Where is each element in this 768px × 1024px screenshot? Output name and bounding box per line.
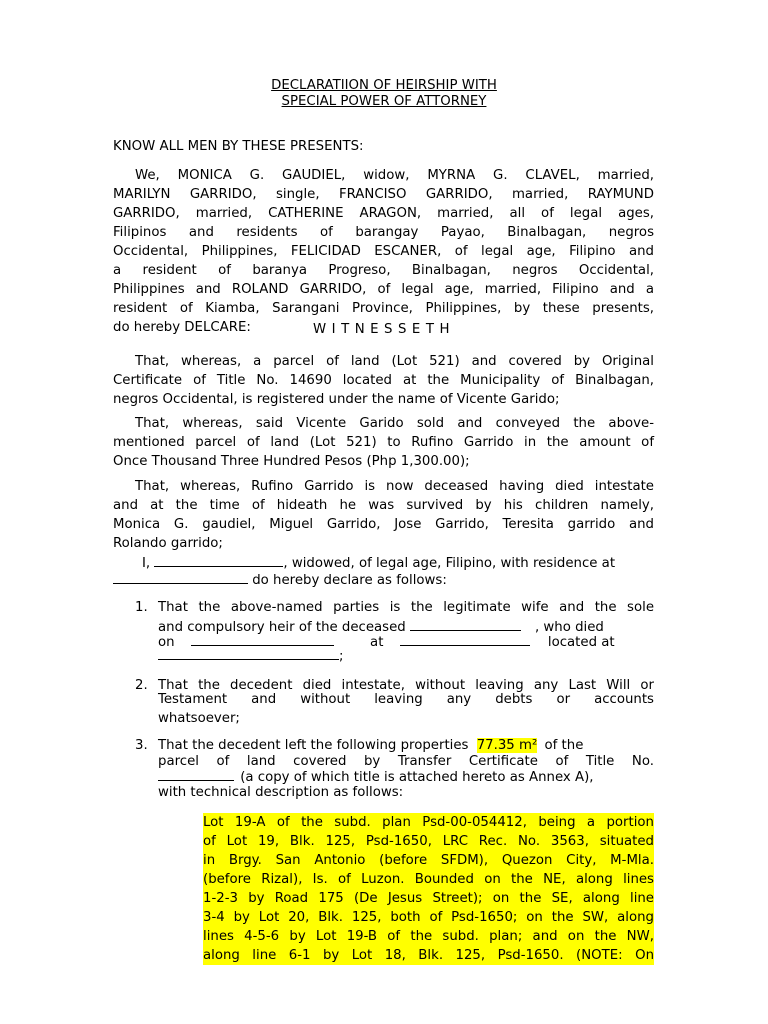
item-number: 3. — [135, 738, 148, 753]
technical-line: lines 4-5-6 by Lot 19-B of the subd. plan; and on the NW, — [203, 929, 654, 944]
parties-line: Filipinos and residents of barangay Payao, Binalbagan, negros — [113, 225, 654, 240]
date-blank[interactable] — [191, 632, 334, 646]
parties-line: do hereby DELCARE: — [113, 320, 251, 335]
parties-line: GARRIDO, married, CATHERINE ARAGON, married, all of legal ages, — [113, 206, 654, 221]
item-1-text: on — [158, 635, 175, 650]
witnesseth-heading: WITNESSETH — [313, 322, 455, 337]
name-blank[interactable] — [154, 553, 283, 567]
deceased-blank[interactable] — [410, 617, 521, 631]
declaration-text: , widowed, of legal age, Filipino, with residence at — [283, 556, 616, 571]
item-1-line: That the above-named parties is the legitimate wife and the sole — [158, 600, 654, 615]
recital-line: Certificate of Title No. 14690 located at the Municipality of Binalbagan, — [113, 373, 654, 388]
location-blank[interactable] — [158, 646, 339, 660]
parties-line: We, MONICA G. GAUDIEL, widow, MYRNA G. CLAVEL, married, — [135, 168, 654, 183]
parties-line: Occidental, Philippines, FELICIDAD ESCANER, of legal age, Filipino and — [113, 244, 654, 259]
recital-line: and at the time of hideath he was survived by his children namely, — [113, 498, 654, 513]
area-value: 77.35 m² — [476, 738, 538, 753]
document-title-line-1: DECLARATIION OF HEIRSHIP WITH — [271, 78, 497, 93]
parties-line: Philippines and ROLAND GARRIDO, of legal age, married, Filipino and a — [113, 282, 654, 297]
technical-line: Lot 19-A of the subd. plan Psd-00-054412, being a portion — [203, 815, 654, 830]
technical-line: of Lot 19, Blk. 125, Psd-1650, LRC Rec. No. 3563, situated — [203, 834, 654, 849]
recital-line: mentioned parcel of land (Lot 521) to Rufino Garrido in the amount of — [113, 435, 654, 450]
item-2-line: Testament and without leaving any debts or accounts — [158, 692, 654, 707]
declaration-line — [113, 570, 447, 590]
parties-line: resident of Kiamba, Sarangani Province, Philippines, by these presents, — [113, 301, 654, 316]
parties-line: a resident of baranya Progreso, Binalbagan, negros Occidental, — [113, 263, 654, 278]
place-blank[interactable] — [400, 632, 530, 646]
parties-line: MARILYN GARRIDO, single, FRANCISO GARRIDO, married, RAYMUND — [113, 187, 654, 202]
recital-line: That, whereas, Rufino Garrido is now deceased having died intestate — [135, 479, 654, 494]
document-title-line-2: SPECIAL POWER OF ATTORNEY — [281, 94, 487, 109]
item-3-text: (a copy of which title is attached hereto as Annex A), — [240, 770, 594, 785]
recital-line: That, whereas, said Vicente Garido sold and conveyed the above- — [135, 416, 654, 431]
item-3-line: with technical description as follows: — [158, 785, 404, 800]
item-3-line: parcel of land covered by Transfer Certificate of Title No. — [158, 754, 654, 769]
item-1-text: ; — [339, 649, 344, 664]
technical-line: in Brgy. San Antonio (before SFDM), Quezon City, M-Mla. — [203, 853, 654, 868]
declaration-text: I, — [142, 556, 151, 571]
recital-line: Monica G. gaudiel, Miguel Garrido, Jose Garrido, Teresita garrido and — [113, 517, 654, 532]
title-number-blank[interactable] — [158, 767, 234, 781]
technical-line: 3-4 by Lot 20, Blk. 125, both of Psd-1650; on the SW, along — [203, 910, 654, 925]
recital-line: negros Occidental, is registered under the name of Vicente Garido; — [113, 392, 560, 407]
intro-text: KNOW ALL MEN BY THESE PRESENTS: — [113, 139, 364, 154]
recital-line: That, whereas, a parcel of land (Lot 521) and covered by Original — [135, 354, 654, 369]
item-3-text: of the — [544, 738, 584, 753]
item-1-text: at — [370, 635, 384, 650]
item-1-text: and compulsory heir of the deceased — [158, 620, 406, 635]
item-2-line: whatsoever; — [158, 711, 240, 726]
recital-line: Rolando garrido; — [113, 536, 223, 551]
declaration-text: do hereby declare as follows: — [252, 573, 447, 588]
recital-line: Once Thousand Three Hundred Pesos (Php 1,300.00); — [113, 454, 470, 469]
technical-line: along line 6-1 by Lot 18, Blk. 125, Psd-1650. (NOTE: On — [203, 948, 654, 963]
technical-description — [203, 813, 654, 965]
item-2-line: That the decedent died intestate, without leaving any Last Will or — [158, 678, 654, 693]
technical-line: 1-2-3 by Road 175 (De Jesus Street); on the SE, along line — [203, 891, 654, 906]
residence-blank[interactable] — [113, 570, 248, 584]
item-number: 1. — [135, 600, 148, 615]
item-1-text: , who died — [534, 620, 604, 635]
item-3-text: That the decedent left the following properties — [158, 738, 469, 753]
item-1-text: located at — [547, 635, 615, 650]
technical-line: (before Rizal), Is. of Luzon. Bounded on the NE, along lines — [203, 872, 654, 887]
item-number: 2. — [135, 678, 148, 693]
item-1-line — [158, 646, 343, 666]
